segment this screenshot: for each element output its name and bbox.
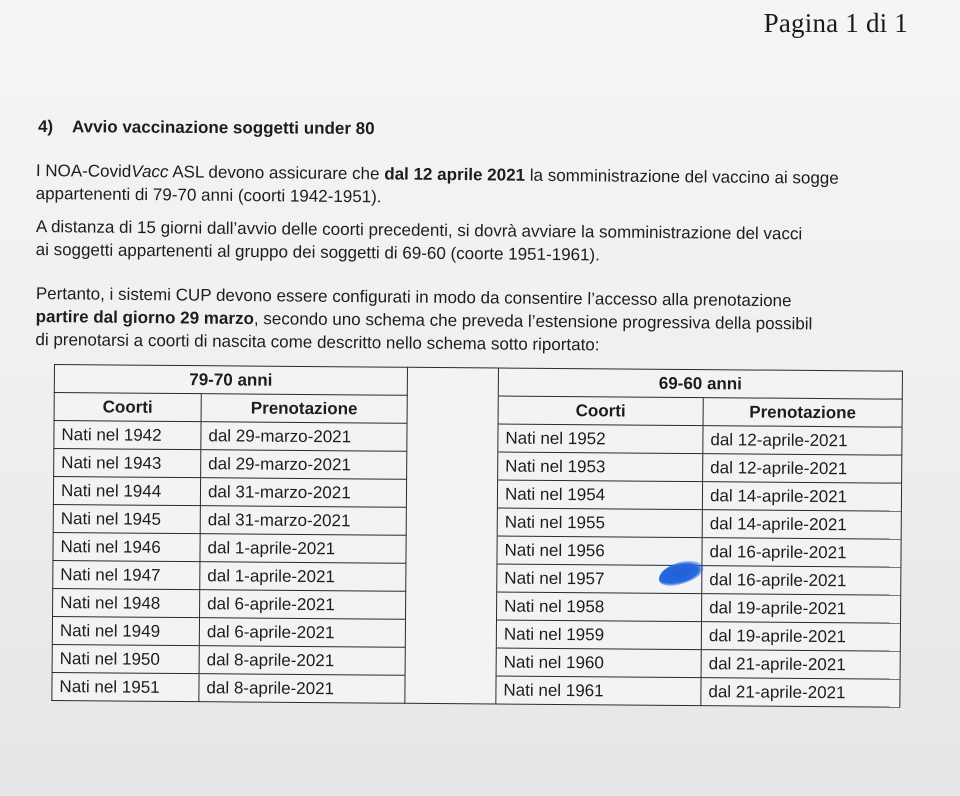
paragraph-2 xyxy=(36,215,916,269)
cohort-cell-left: Nati nel 1944 xyxy=(53,477,200,506)
section-title: Avvio vaccinazione soggetti under 80 xyxy=(71,117,375,139)
table-spacer xyxy=(405,675,496,704)
booking-cell-left: dal 29-marzo-2021 xyxy=(201,450,407,480)
cohort-cell-left: Nati nel 1948 xyxy=(53,588,200,617)
paragraph-3-line-1: Pertanto, i sistemi CUP devono essere configurati in modo da consentire l’accesso alla prenotazione xyxy=(35,283,792,311)
vacc-text: Vacc xyxy=(131,161,169,182)
table-spacer xyxy=(407,395,498,424)
cohort-cell-right: Nati nel 1958 xyxy=(497,592,702,622)
booking-cell-right: dal 14-aprile-2021 xyxy=(702,482,901,512)
page-number: Pagina 1 di 1 xyxy=(763,8,908,38)
column-header-coorti-left: Coorti xyxy=(54,393,201,422)
cohort-booking-table xyxy=(51,364,903,708)
table-spacer xyxy=(406,535,497,564)
booking-cell-right: dal 12-aprile-2021 xyxy=(703,454,902,484)
booking-cell-left: dal 1-aprile-2021 xyxy=(200,534,406,564)
cohort-cell-left: Nati nel 1951 xyxy=(52,672,199,701)
table-spacer xyxy=(406,479,497,508)
column-header-prenotazione-left: Prenotazione xyxy=(201,394,407,424)
cohort-cell-left: Nati nel 1943 xyxy=(54,449,201,478)
group-header-69-60: 69-60 anni xyxy=(498,368,902,399)
paragraph-1-line-2: appartenenti di 79-70 anni (coorti 1942-1951). xyxy=(35,183,382,207)
table-spacer xyxy=(406,507,497,536)
booking-cell-left: dal 31-marzo-2021 xyxy=(200,506,406,536)
cohort-cell-right: Nati nel 1960 xyxy=(496,648,701,678)
cohort-cell-left: Nati nel 1942 xyxy=(54,421,201,450)
cohort-cell-left: Nati nel 1950 xyxy=(52,644,199,673)
booking-cell-left: dal 8-aprile-2021 xyxy=(199,674,405,704)
booking-cell-left: dal 8-aprile-2021 xyxy=(199,646,405,676)
cohort-cell-right: Nati nel 1957 xyxy=(497,564,702,594)
administration-text: la somministrazione del vaccino ai sogge xyxy=(524,165,839,188)
booking-cell-left: dal 1-aprile-2021 xyxy=(200,562,406,592)
booking-cell-right: dal 19-aprile-2021 xyxy=(701,594,900,624)
booking-start-bold: partire dal giorno 29 marzo xyxy=(35,306,254,329)
start-date-bold: dal 12 aprile 2021 xyxy=(384,164,526,185)
table-spacer xyxy=(407,451,498,480)
table-spacer xyxy=(405,619,496,648)
table-spacer xyxy=(405,647,496,676)
section-number: 4) xyxy=(37,117,54,137)
cohort-cell-left: Nati nel 1945 xyxy=(53,504,200,533)
booking-cell-right: dal 14-aprile-2021 xyxy=(702,510,901,540)
asl-text: ASL devono assicurare che xyxy=(168,162,385,184)
cohort-cell-right: Nati nel 1955 xyxy=(497,508,702,538)
column-header-coorti-right: Coorti xyxy=(498,396,703,426)
cohort-cell-right: Nati nel 1959 xyxy=(496,620,701,650)
booking-cell-right: dal 16-aprile-2021 xyxy=(702,538,901,568)
cohort-cell-left: Nati nel 1946 xyxy=(53,532,200,561)
booking-cell-right: dal 21-aprile-2021 xyxy=(701,650,900,680)
paragraph-3-line-3: di prenotarsi a coorti di nascita come descritto nello schema sotto riportato: xyxy=(35,329,600,355)
cohort-cell-right: Nati nel 1952 xyxy=(498,424,703,454)
booking-cell-left: dal 31-marzo-2021 xyxy=(200,478,406,508)
section-heading xyxy=(38,117,375,139)
booking-cell-left: dal 6-aprile-2021 xyxy=(200,590,406,620)
booking-cell-right: dal 19-aprile-2021 xyxy=(701,622,900,652)
booking-cell-right: dal 12-aprile-2021 xyxy=(703,426,902,456)
cohort-cell-right: Nati nel 1953 xyxy=(498,452,703,482)
booking-cell-left: dal 29-marzo-2021 xyxy=(201,422,407,452)
noa-text: I NOA-Covid xyxy=(35,160,132,181)
paragraph-1 xyxy=(36,159,916,213)
table-spacer xyxy=(407,367,498,396)
booking-cell-left: dal 6-aprile-2021 xyxy=(199,618,405,648)
cohort-cell-right: Nati nel 1961 xyxy=(496,676,701,706)
table-row xyxy=(52,672,900,707)
paragraph-3 xyxy=(35,282,916,359)
booking-cell-right: dal 16-aprile-2021 xyxy=(702,566,901,596)
cohort-cell-left: Nati nel 1947 xyxy=(53,560,200,589)
booking-cell-right: dal 21-aprile-2021 xyxy=(701,678,900,708)
cohort-cell-right: Nati nel 1954 xyxy=(497,480,702,510)
group-header-79-70: 79-70 anni xyxy=(54,365,407,396)
cohort-cell-left: Nati nel 1949 xyxy=(52,616,199,645)
paragraph-3-line-2-rest: , secondo uno schema che preveda l’estensione progressiva della possibil xyxy=(253,309,813,334)
paragraph-2-line-2: ai soggetti appartenenti al gruppo dei soggetti di 69-60 (coorte 1951-1961). xyxy=(35,239,600,265)
table-spacer xyxy=(407,423,498,452)
column-header-prenotazione-right: Prenotazione xyxy=(703,398,902,428)
table-spacer xyxy=(406,563,497,592)
table-spacer xyxy=(406,591,497,620)
cohort-cell-right: Nati nel 1956 xyxy=(497,536,702,566)
paragraph-2-line-1: A distanza di 15 giorni dall’avvio delle coorti precedenti, si dovrà avviare la somministrazione del vacci xyxy=(35,216,803,244)
